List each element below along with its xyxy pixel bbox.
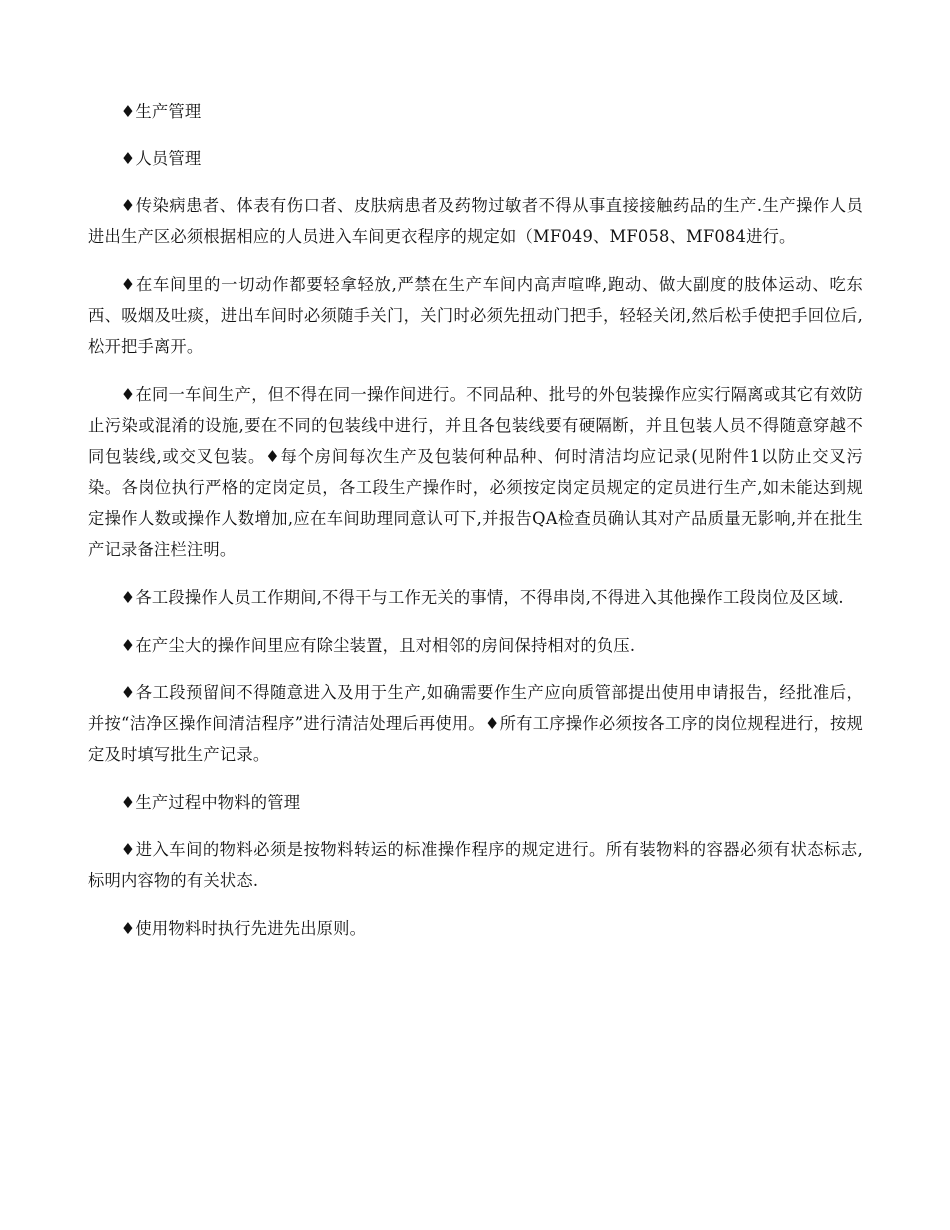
paragraph-fifo: ♦使用物料时执行先进先出原则。 bbox=[120, 919, 367, 938]
paragraph-work-discipline: ♦各工段操作人员工作期间,不得干与工作无关的事情，不得串岗,不得进入其他操作工段岗位及区域. bbox=[120, 588, 844, 607]
paragraph-dust-control: ♦在产尘大的操作间里应有除尘装置，且对相邻的房间保持相对的负压. bbox=[120, 636, 636, 655]
paragraph-workshop-conduct: ♦在车间里的一切动作都要轻拿轻放,严禁在生产车间内高声喧哗,跑动、做大副度的肢体运动、吃东西、吸烟及吐痰，进出车间时必须随手关门，关门时必须先扭动门把手，轻轻关闭,然后松手使把手回位后,松开把手离开。 bbox=[88, 275, 863, 356]
heading-production-management: ♦生产管理 bbox=[120, 102, 202, 121]
paragraph-material-transfer: ♦进入车间的物料必须是按物料转运的标准操作程序的规定进行。所有装物料的容器必须有状态标志,标明内容物的有关状态. bbox=[88, 840, 863, 890]
heading-personnel-management: ♦人员管理 bbox=[120, 149, 202, 168]
heading-material-management: ♦生产过程中物料的管理 bbox=[120, 793, 301, 812]
paragraph-packaging-and-staffing: ♦在同一车间生产，但不得在同一操作间进行。不同品种、批号的外包装操作应实行隔离或其它有效防止污染或混淆的设施,要在不同的包装线中进行，并且各包装线要有硬隔断，并且包装人员不得随意穿越不同包装线,或交叉包装。♦每个房间每次生产及包装何种品种、何时清洁均应记录(见附件1以防止交叉污染。各岗位执行严格的定岗定员，各工段生产操作时，必须按定岗定员规定的定员进行生产,如未能达到规定操作人数或操作人数增加,应在车间助理同意认可下,并报告QA检查员确认其对产品质量无影响,并在批生产记录备注栏注明。 bbox=[88, 385, 863, 559]
paragraph-health-and-gowning: ♦传染病患者、体表有伤口者、皮肤病患者及药物过敏者不得从事直接接触药品的生产.生产操作人员进出生产区必须根据相应的人员进入车间更衣程序的规定如（MF049、MF058、MF084进行。 bbox=[88, 196, 863, 246]
paragraph-reserved-rooms: ♦各工段预留间不得随意进入及用于生产,如确需要作生产应向质管部提出使用申请报告，经批准后，并按“洁净区操作间清洁程序”进行清洁处理后再使用。♦所有工序操作必须按各工序的岗位规程进行，按规定及时填写批生产记录。 bbox=[88, 683, 863, 764]
document-page bbox=[88, 96, 863, 960]
